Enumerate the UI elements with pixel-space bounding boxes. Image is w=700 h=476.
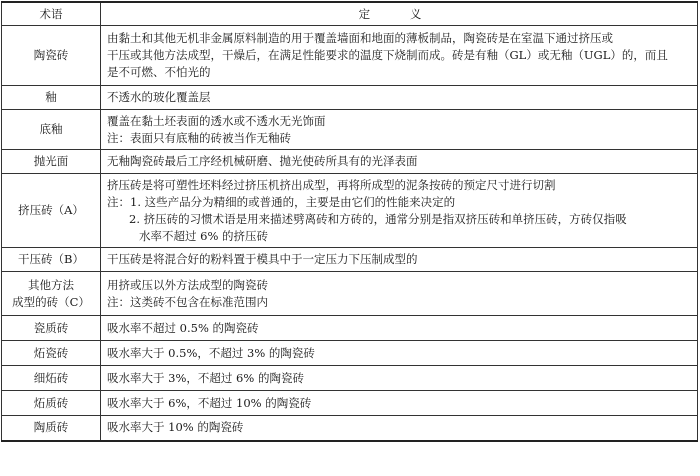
- definition-note-line: 2. 挤压砖的习惯术语是用来描述劈离砖和方砖的，通常分别是指双挤压砖和单挤压砖，方砖仅指吸: [129, 211, 627, 226]
- term-text: 陶质砖: [33, 420, 69, 435]
- definition-note-line: 注：这类砖不包含在标准范围内: [107, 294, 268, 309]
- term-cell: [2, 272, 101, 316]
- term-cell: [2, 366, 101, 391]
- definition-line: 干压或其他方法成型，干燥后，在满足性能要求的温度下烧制而成。砖是有釉（GL）或无釉（UGL）的，而且: [107, 48, 668, 62]
- definition-cell: [101, 26, 698, 86]
- definition-line: 注：表面只有底釉的砖被当作无釉砖: [107, 130, 291, 145]
- table-row: [2, 316, 698, 341]
- table-row: [2, 86, 698, 110]
- definition-column-header: 定 义: [101, 2, 698, 26]
- term-text: 底釉: [39, 122, 63, 136]
- term-text: 干压砖（B）: [18, 252, 84, 266]
- table-row: [2, 26, 698, 86]
- definition-line: 干压砖是将混合好的粉料置于模具中于一定压力下压制成型的: [107, 252, 418, 266]
- term-text: 陶瓷砖: [33, 48, 69, 62]
- definition-line: 不透水的玻化覆盖层: [107, 90, 211, 104]
- term-cell: [2, 110, 101, 150]
- term-text: 细炻砖: [33, 370, 69, 385]
- term-cell: [2, 174, 101, 248]
- table-row: [2, 341, 698, 366]
- table-row: [2, 366, 698, 391]
- definition-cell: [101, 86, 698, 110]
- term-cell: [2, 26, 101, 86]
- term-cell: [2, 391, 101, 416]
- definition-note-line: 水率不超过 6% 的挤压砖: [139, 228, 269, 243]
- definition-cell: [101, 316, 698, 341]
- definition-line: 挤压砖是将可塑性坯料经过挤压机挤出成型，再将所成型的泥条按砖的预定尺寸进行切割: [107, 177, 556, 192]
- table-header-row: [2, 2, 698, 26]
- definition-cell: [101, 174, 698, 248]
- terminology-table: [1, 1, 698, 442]
- definition-cell: [101, 248, 698, 272]
- definition-line: 吸水率大于 0.5%，不超过 3% 的陶瓷砖: [107, 345, 315, 360]
- term-cell: [2, 248, 101, 272]
- definition-line: 是不可燃、不怕光的: [107, 65, 211, 79]
- table-row: [2, 416, 698, 441]
- definition-note-line: 注：1. 这些产品分为精细的或普通的，主要是由它们的性能来决定的: [107, 194, 456, 209]
- term-text: 抛光面: [33, 154, 69, 168]
- table-row: [2, 174, 698, 248]
- term-text: 成型的砖（C）: [12, 294, 90, 309]
- definition-line: 吸水率大于 6%，不超过 10% 的陶瓷砖: [107, 395, 312, 410]
- definition-cell: [101, 341, 698, 366]
- definition-line: 吸水率不超过 0.5% 的陶瓷砖: [107, 320, 259, 335]
- definition-cell: [101, 366, 698, 391]
- term-cell: [2, 416, 101, 441]
- term-column-header: 术语: [2, 2, 101, 26]
- term-cell: [2, 86, 101, 110]
- term-text: 炻质砖: [33, 395, 69, 410]
- table-row: [2, 110, 698, 150]
- definition-cell: [101, 391, 698, 416]
- table-row: [2, 391, 698, 416]
- table-row: [2, 150, 698, 174]
- table-row: [2, 248, 698, 272]
- table-row: [2, 272, 698, 316]
- definition-cell: [101, 416, 698, 441]
- definition-line: 吸水率大于 3%，不超过 6% 的陶瓷砖: [107, 370, 304, 385]
- definition-cell: [101, 272, 698, 316]
- definition-line: 无釉陶瓷砖最后工序经机械研磨、抛光使砖所具有的光泽表面: [107, 154, 418, 168]
- term-text: 其他方法: [28, 277, 74, 292]
- term-text: 炻瓷砖: [33, 345, 69, 360]
- term-cell: [2, 341, 101, 366]
- definition-cell: [101, 150, 698, 174]
- definition-cell: [101, 110, 698, 150]
- term-text: 瓷质砖: [33, 320, 69, 335]
- term-cell: [2, 316, 101, 341]
- term-text: 挤压砖（A）: [18, 203, 84, 217]
- definition-line: 用挤或压以外方法成型的陶瓷砖: [107, 277, 268, 292]
- definition-line: 覆盖在黏土坯表面的透水或不透水无光饰面: [107, 113, 326, 128]
- term-cell: [2, 150, 101, 174]
- definition-line: 吸水率大于 10% 的陶瓷砖: [107, 420, 244, 435]
- definition-line: 由黏土和其他无机非金属原料制造的用于覆盖墙面和地面的薄板制品，陶瓷砖是在室温下通过挤压或: [107, 31, 613, 45]
- term-text: 釉: [45, 90, 57, 104]
